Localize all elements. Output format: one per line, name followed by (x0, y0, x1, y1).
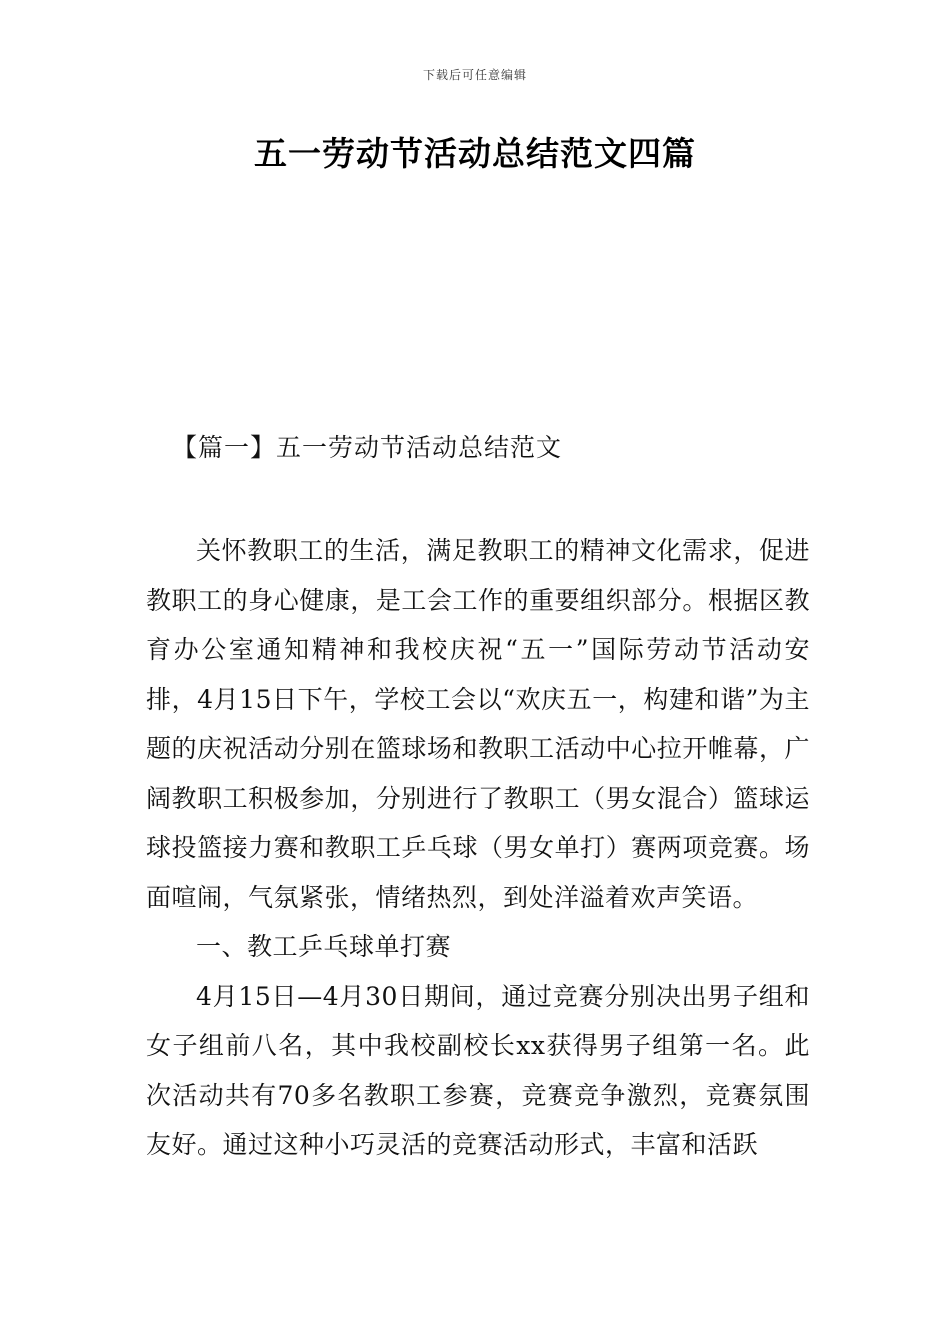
document-title: 五一劳动节活动总结范文四篇 (254, 134, 696, 173)
header-note: 下载后可任意编辑 (422, 68, 527, 82)
section-heading: 【篇一】五一劳动节活动总结范文 (172, 433, 563, 462)
paragraph-intro: 关怀教职工的生活，满足教职工的精神文化需求，促进教职工的身心健康，是工会工作的重要组织部分。根据区教育办公室通知精神和我校庆祝“五一”国际劳动节活动安排，4月15日下午，学校工会以“欢庆五一，构建和谐”为主题的庆祝活动分别在篮球场和教职工活动中心拉开帷幕，广阔教职工积极参加，分别进行了教职工（男女混合）篮球运球投篮接力赛和教职工乒乓球（男女单打）赛两项竞赛。场面喧闹，气氛紧张，情绪热烈，到处洋溢着欢声笑语。 (146, 536, 810, 912)
body-text (146, 526, 810, 1170)
paragraph-subheading: 一、教工乒乓球单打赛 (196, 932, 452, 961)
paragraph-tabletennis: 4月15日—4月30日期间，通过竞赛分别决出男子组和女子组前八名，其中我校副校长xx获得男子组第一名。此次活动共有70多名教职工参赛，竞赛竞争激烈，竞赛氛围友好。通过这种小巧灵活的竞赛活动形式，丰富和活跃 (146, 981, 810, 1159)
